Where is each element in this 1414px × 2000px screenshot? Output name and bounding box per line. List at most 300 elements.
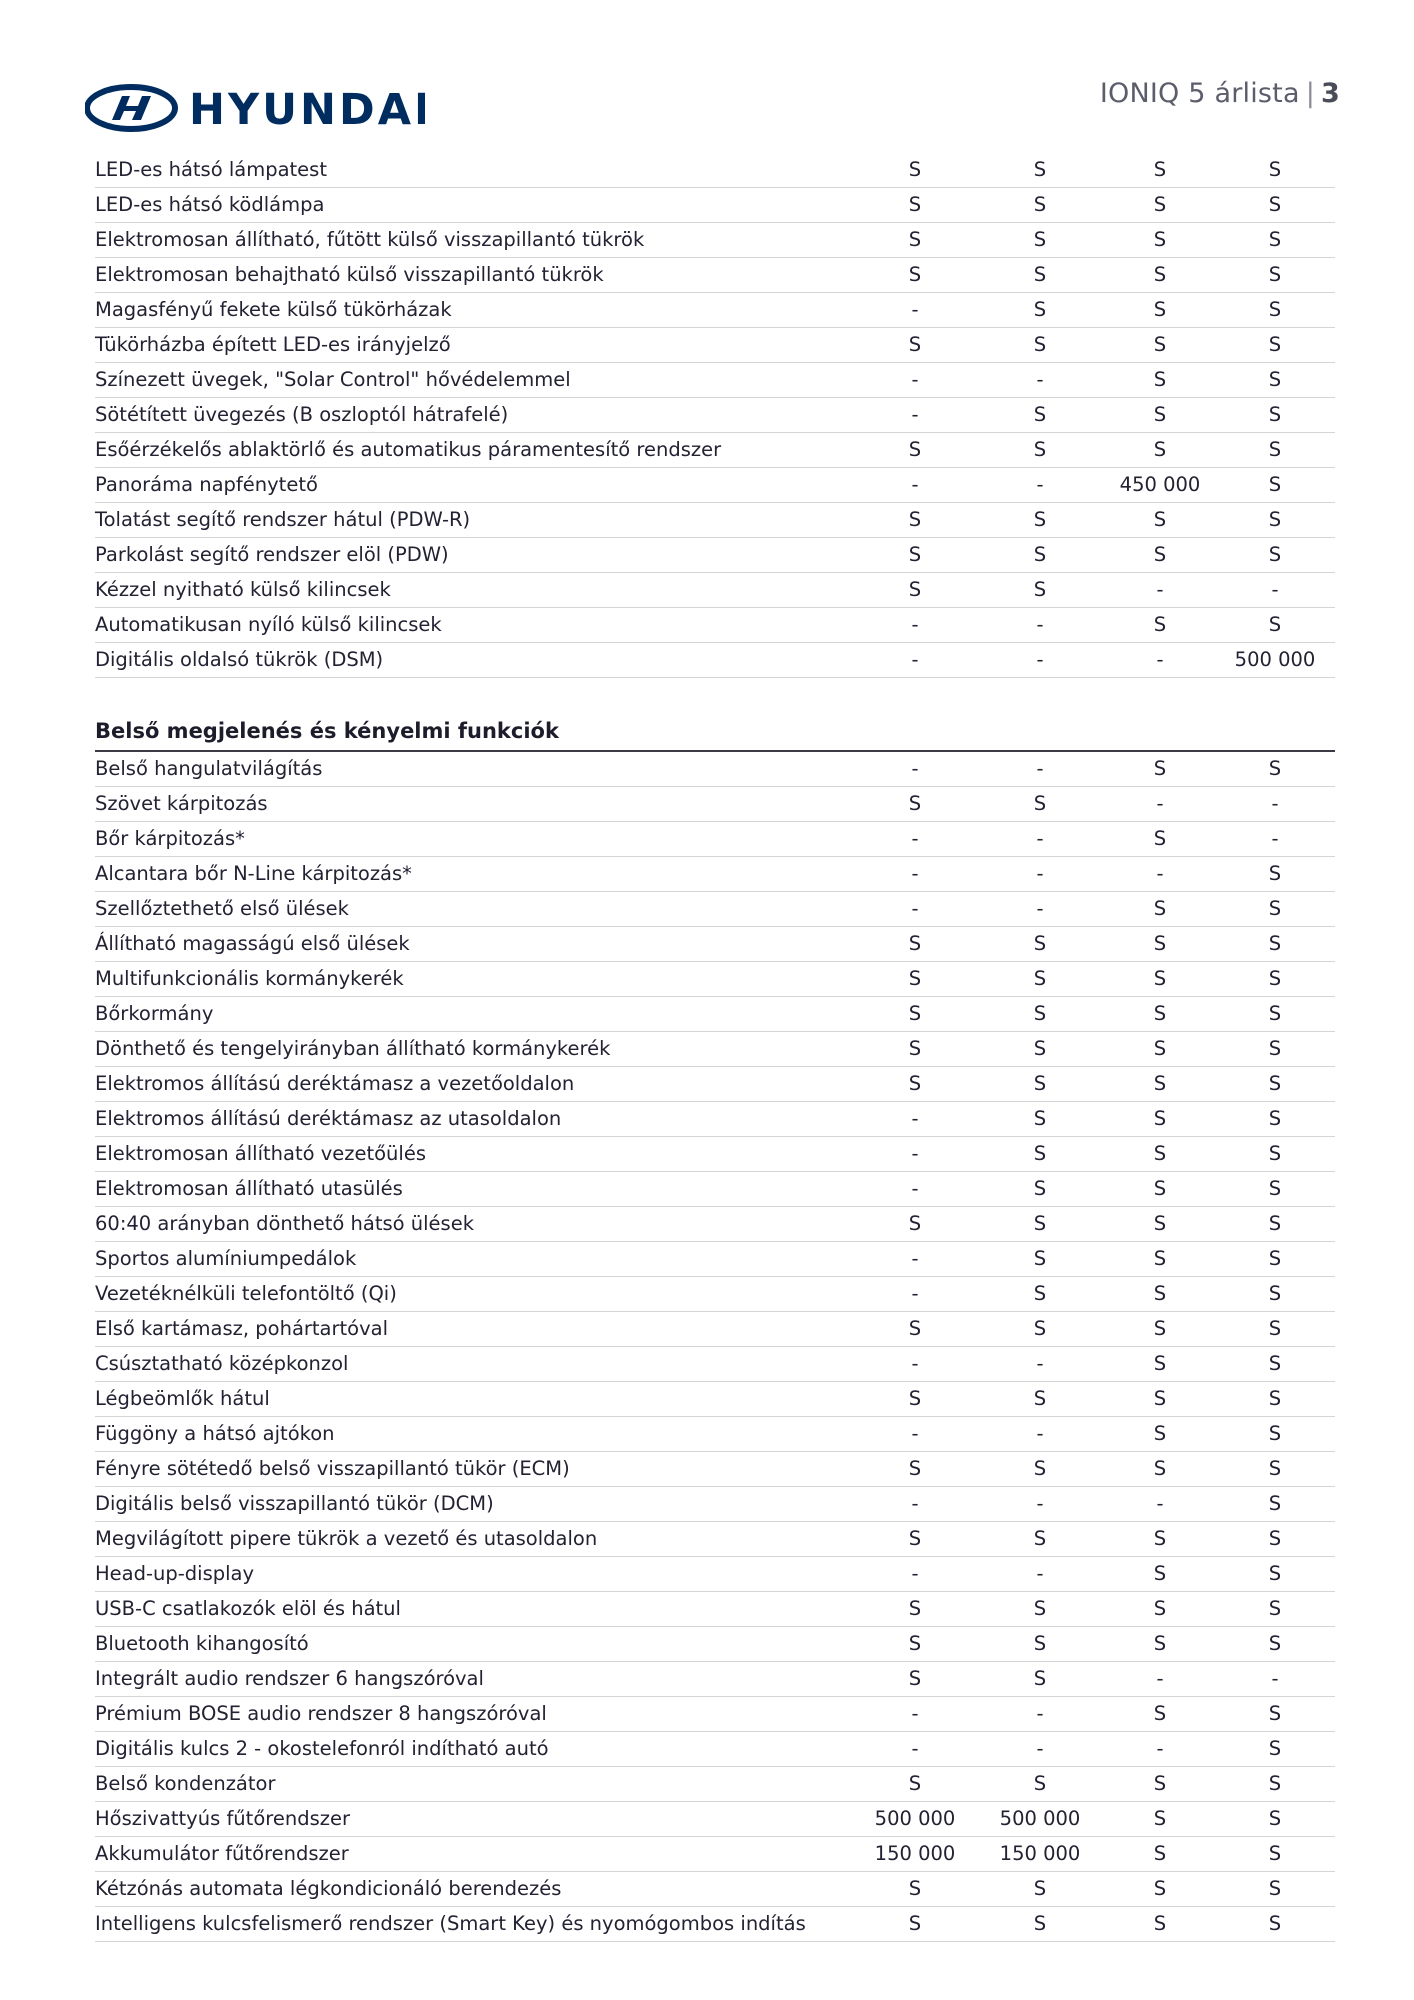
trim-value-4: S — [1268, 1247, 1282, 1270]
trim-value-3: S — [1153, 1912, 1167, 1935]
trim-value-2: S — [1033, 932, 1047, 955]
feature-label: Digitális belső visszapillantó tükör (DCM) — [95, 1492, 494, 1515]
feature-label: Tükörházba épített LED-es irányjelző — [95, 333, 451, 356]
table-row — [95, 1592, 1335, 1627]
feature-label: Szövet kárpitozás — [95, 792, 268, 815]
trim-value-2: S — [1033, 1107, 1047, 1130]
trim-value-4: S — [1268, 1702, 1282, 1725]
trim-value-4: S — [1268, 757, 1282, 780]
trim-value-1: - — [911, 1142, 919, 1165]
trim-value-3: S — [1153, 193, 1167, 216]
feature-label: Elektromosan állítható utasülés — [95, 1177, 403, 1200]
trim-value-1: 500 000 — [874, 1807, 956, 1830]
trim-value-3: S — [1153, 1072, 1167, 1095]
trim-value-3: S — [1153, 1177, 1167, 1200]
table-row — [95, 1487, 1335, 1522]
feature-label: Bluetooth kihangosító — [95, 1632, 309, 1655]
table-row — [95, 363, 1335, 398]
hyundai-logo — [85, 84, 425, 136]
feature-label: LED-es hátsó lámpatest — [95, 158, 327, 181]
trim-value-1: - — [911, 827, 919, 850]
trim-value-4: S — [1268, 1527, 1282, 1550]
trim-value-3: S — [1153, 757, 1167, 780]
trim-value-3: S — [1153, 932, 1167, 955]
trim-value-1: - — [911, 1177, 919, 1200]
trim-value-4: S — [1268, 1737, 1282, 1760]
table-row — [95, 608, 1335, 643]
trim-value-2: S — [1033, 1912, 1047, 1935]
trim-value-3: S — [1153, 1632, 1167, 1655]
feature-label: Kézzel nyitható külső kilincsek — [95, 578, 391, 601]
trim-value-1: S — [908, 543, 922, 566]
feature-label: Elektromosan állítható vezetőülés — [95, 1142, 426, 1165]
table-row — [95, 1242, 1335, 1277]
trim-value-2: S — [1033, 1212, 1047, 1235]
trim-value-4: - — [1271, 578, 1279, 601]
trim-value-3: S — [1153, 1842, 1167, 1865]
table-row — [95, 752, 1335, 787]
table-row — [95, 188, 1335, 223]
trim-value-1: - — [911, 1492, 919, 1515]
trim-value-4: S — [1268, 897, 1282, 920]
trim-value-1: S — [908, 263, 922, 286]
trim-value-3: S — [1153, 228, 1167, 251]
table-row — [95, 927, 1335, 962]
table-row — [95, 1662, 1335, 1697]
trim-value-1: S — [908, 228, 922, 251]
trim-value-1: S — [908, 1317, 922, 1340]
table-row — [95, 1837, 1335, 1872]
trim-value-1: - — [911, 613, 919, 636]
trim-value-3: S — [1153, 1527, 1167, 1550]
trim-value-1: - — [911, 368, 919, 391]
trim-value-4: S — [1268, 862, 1282, 885]
table-row — [95, 1382, 1335, 1417]
table-row — [95, 223, 1335, 258]
trim-value-3: S — [1153, 897, 1167, 920]
trim-value-3: S — [1153, 158, 1167, 181]
trim-value-2: S — [1033, 298, 1047, 321]
trim-value-3: S — [1153, 1457, 1167, 1480]
trim-value-1: S — [908, 578, 922, 601]
trim-value-4: S — [1268, 508, 1282, 531]
trim-value-4: S — [1268, 158, 1282, 181]
trim-value-2: - — [1036, 1352, 1044, 1375]
trim-value-1: - — [911, 403, 919, 426]
table-row — [95, 1802, 1335, 1837]
trim-value-2: - — [1036, 1492, 1044, 1515]
table-row — [95, 1032, 1335, 1067]
trim-value-3: S — [1153, 508, 1167, 531]
trim-value-4: S — [1268, 613, 1282, 636]
table-row — [95, 1067, 1335, 1102]
trim-value-4: S — [1268, 1457, 1282, 1480]
trim-value-1: S — [908, 508, 922, 531]
table-row — [95, 538, 1335, 573]
trim-value-2: S — [1033, 193, 1047, 216]
trim-value-1: S — [908, 193, 922, 216]
feature-label: Állítható magasságú első ülések — [95, 932, 410, 955]
trim-value-3: S — [1153, 403, 1167, 426]
feature-label: Elektromosan állítható, fűtött külső visszapillantó tükrök — [95, 228, 645, 251]
trim-value-4: S — [1268, 1212, 1282, 1235]
table-row — [95, 787, 1335, 822]
trim-value-4: S — [1268, 1177, 1282, 1200]
trim-value-1: - — [911, 897, 919, 920]
feature-label: Head-up-display — [95, 1562, 255, 1585]
trim-value-2: S — [1033, 1527, 1047, 1550]
trim-value-4: S — [1268, 967, 1282, 990]
trim-value-1: S — [908, 1457, 922, 1480]
trim-value-2: S — [1033, 1142, 1047, 1165]
trim-value-4: S — [1268, 1142, 1282, 1165]
trim-value-3: S — [1153, 1002, 1167, 1025]
trim-value-1: S — [908, 932, 922, 955]
trim-value-3: S — [1153, 1352, 1167, 1375]
table-row — [95, 1417, 1335, 1452]
trim-value-2: S — [1033, 228, 1047, 251]
trim-value-1: - — [911, 1107, 919, 1130]
trim-value-1: S — [908, 1002, 922, 1025]
trim-value-4: S — [1268, 1002, 1282, 1025]
trim-value-1: S — [908, 1632, 922, 1655]
table-row — [95, 468, 1335, 503]
table-row — [95, 1277, 1335, 1312]
trim-value-1: - — [911, 757, 919, 780]
feature-label: Bőrkormány — [95, 1002, 214, 1025]
table-row — [95, 1137, 1335, 1172]
trim-value-3: S — [1153, 613, 1167, 636]
trim-value-4: S — [1268, 932, 1282, 955]
trim-value-2: - — [1036, 862, 1044, 885]
table-row — [95, 328, 1335, 363]
trim-value-3: S — [1153, 1772, 1167, 1795]
trim-value-1: S — [908, 1527, 922, 1550]
table-row — [95, 1522, 1335, 1557]
trim-value-4: - — [1271, 792, 1279, 815]
trim-value-2: S — [1033, 1177, 1047, 1200]
trim-value-2: S — [1033, 263, 1047, 286]
trim-value-2: S — [1033, 1247, 1047, 1270]
trim-value-1: S — [908, 1877, 922, 1900]
table-row — [95, 1452, 1335, 1487]
trim-value-3: S — [1153, 1247, 1167, 1270]
trim-value-2: - — [1036, 1422, 1044, 1445]
trim-value-3: - — [1156, 1667, 1164, 1690]
feature-label: Szellőztethető első ülések — [95, 897, 349, 920]
table-row — [95, 293, 1335, 328]
feature-label: Parkolást segítő rendszer elöl (PDW) — [95, 543, 449, 566]
trim-value-3: S — [1153, 1282, 1167, 1305]
table-row — [95, 398, 1335, 433]
trim-value-2: S — [1033, 158, 1047, 181]
trim-value-4: S — [1268, 368, 1282, 391]
feature-label: Magasfényű fekete külső tükörházak — [95, 298, 452, 321]
trim-value-4: S — [1268, 1877, 1282, 1900]
trim-value-2: - — [1036, 1562, 1044, 1585]
trim-value-2: S — [1033, 438, 1047, 461]
trim-value-4: S — [1268, 1387, 1282, 1410]
trim-value-3: S — [1153, 1037, 1167, 1060]
trim-value-4: S — [1268, 1317, 1282, 1340]
trim-value-1: S — [908, 158, 922, 181]
trim-value-2: S — [1033, 1877, 1047, 1900]
trim-value-3: - — [1156, 648, 1164, 671]
trim-value-3: S — [1153, 1212, 1167, 1235]
trim-value-4: S — [1268, 1912, 1282, 1935]
feature-label: Elektromos állítású deréktámasz az utasoldalon — [95, 1107, 562, 1130]
trim-value-3: 450 000 — [1119, 473, 1201, 496]
trim-value-3: S — [1153, 1807, 1167, 1830]
trim-value-2: S — [1033, 1387, 1047, 1410]
feature-label: Sportos alumíniumpedálok — [95, 1247, 357, 1270]
trim-value-4: 500 000 — [1234, 648, 1316, 671]
trim-value-3: S — [1153, 1702, 1167, 1725]
brand-wordmark: HYUNDAI — [189, 85, 425, 135]
table-row — [95, 822, 1335, 857]
feature-label: Tolatást segítő rendszer hátul (PDW-R) — [95, 508, 471, 531]
trim-value-3: S — [1153, 967, 1167, 990]
trim-value-4: S — [1268, 403, 1282, 426]
feature-label: Csúsztatható középkonzol — [95, 1352, 349, 1375]
feature-label: Kétzónás automata légkondicionáló berendezés — [95, 1877, 562, 1900]
page-label — [1100, 78, 1340, 109]
feature-label: Vezetéknélküli telefontöltő (Qi) — [95, 1282, 397, 1305]
feature-label: Alcantara bőr N-Line kárpitozás* — [95, 862, 412, 885]
table-row — [95, 258, 1335, 293]
trim-value-4: S — [1268, 543, 1282, 566]
table-row — [95, 1697, 1335, 1732]
feature-label: Hőszivattyús fűtőrendszer — [95, 1807, 350, 1830]
feature-label: Első kartámasz, pohártartóval — [95, 1317, 389, 1340]
table-row — [95, 643, 1335, 678]
trim-value-3: S — [1153, 827, 1167, 850]
trim-value-2: S — [1033, 1072, 1047, 1095]
table-row — [95, 1207, 1335, 1242]
page-separator: | — [1305, 78, 1315, 109]
trim-value-2: S — [1033, 1667, 1047, 1690]
trim-value-2: S — [1033, 403, 1047, 426]
feature-label: Integrált audio rendszer 6 hangszóróval — [95, 1667, 484, 1690]
trim-value-2: S — [1033, 1632, 1047, 1655]
trim-value-3: S — [1153, 1387, 1167, 1410]
trim-value-1: S — [908, 1912, 922, 1935]
feature-label: LED-es hátsó ködlámpa — [95, 193, 325, 216]
table-row — [95, 1102, 1335, 1137]
trim-value-2: S — [1033, 508, 1047, 531]
trim-value-1: - — [911, 1352, 919, 1375]
exterior-features-table — [95, 153, 1335, 678]
feature-label: Esőérzékelős ablaktörlő és automatikus páramentesítő rendszer — [95, 438, 722, 461]
trim-value-3: S — [1153, 1317, 1167, 1340]
interior-features-table — [95, 752, 1335, 1942]
trim-value-1: S — [908, 1772, 922, 1795]
feature-label: Színezett üvegek, "Solar Control" hővédelemmel — [95, 368, 571, 391]
feature-label: Sötétített üvegezés (B oszloptól hátrafelé) — [95, 403, 509, 426]
trim-value-4: S — [1268, 1842, 1282, 1865]
trim-value-2: S — [1033, 1002, 1047, 1025]
table-row — [95, 1172, 1335, 1207]
trim-value-2: S — [1033, 1772, 1047, 1795]
trim-value-2: - — [1036, 648, 1044, 671]
feature-label: Fényre sötétedő belső visszapillantó tükör (ECM) — [95, 1457, 570, 1480]
table-row — [95, 1907, 1335, 1942]
table-row — [95, 1872, 1335, 1907]
feature-label: Elektromos állítású deréktámasz a vezetőoldalon — [95, 1072, 575, 1095]
trim-value-2: S — [1033, 1282, 1047, 1305]
trim-value-2: S — [1033, 792, 1047, 815]
trim-value-3: S — [1153, 298, 1167, 321]
feature-label: Belső hangulatvilágítás — [95, 757, 323, 780]
trim-value-4: - — [1271, 1667, 1279, 1690]
trim-value-4: S — [1268, 1807, 1282, 1830]
trim-value-2: 150 000 — [999, 1842, 1081, 1865]
trim-value-4: S — [1268, 193, 1282, 216]
table-row — [95, 153, 1335, 188]
feature-label: Panoráma napfénytető — [95, 473, 318, 496]
trim-value-1: S — [908, 967, 922, 990]
trim-value-2: - — [1036, 1737, 1044, 1760]
trim-value-4: S — [1268, 298, 1282, 321]
trim-value-4: S — [1268, 1597, 1282, 1620]
trim-value-2: - — [1036, 473, 1044, 496]
feature-label: Prémium BOSE audio rendszer 8 hangszóróval — [95, 1702, 547, 1725]
trim-value-2: S — [1033, 1317, 1047, 1340]
trim-value-3: S — [1153, 333, 1167, 356]
trim-value-4: S — [1268, 1632, 1282, 1655]
feature-label: 60:40 arányban dönthető hátsó ülések — [95, 1212, 475, 1235]
trim-value-1: - — [911, 648, 919, 671]
trim-value-4: - — [1271, 827, 1279, 850]
trim-value-3: S — [1153, 543, 1167, 566]
feature-label: Függöny a hátsó ajtókon — [95, 1422, 335, 1445]
trim-value-2: 500 000 — [999, 1807, 1081, 1830]
trim-value-1: S — [908, 438, 922, 461]
trim-value-4: S — [1268, 1562, 1282, 1585]
trim-value-1: S — [908, 1212, 922, 1235]
table-row — [95, 433, 1335, 468]
feature-label: Digitális kulcs 2 - okostelefonról indítható autó — [95, 1737, 549, 1760]
trim-value-4: S — [1268, 1037, 1282, 1060]
trim-value-4: S — [1268, 438, 1282, 461]
trim-value-4: S — [1268, 1107, 1282, 1130]
feature-label: Megvilágított pipere tükrök a vezető és utasoldalon — [95, 1527, 598, 1550]
table-row — [95, 892, 1335, 927]
trim-value-3: S — [1153, 368, 1167, 391]
trim-value-3: S — [1153, 1422, 1167, 1445]
trim-value-4: S — [1268, 1772, 1282, 1795]
trim-value-1: S — [908, 333, 922, 356]
trim-value-1: - — [911, 1422, 919, 1445]
trim-value-4: S — [1268, 1072, 1282, 1095]
feature-label: Multifunkcionális kormánykerék — [95, 967, 404, 990]
trim-value-2: - — [1036, 368, 1044, 391]
trim-value-4: S — [1268, 333, 1282, 356]
trim-value-2: - — [1036, 613, 1044, 636]
trim-value-3: S — [1153, 263, 1167, 286]
feature-label: Akkumulátor fűtőrendszer — [95, 1842, 349, 1865]
table-row — [95, 1627, 1335, 1662]
feature-label: Intelligens kulcsfelismerő rendszer (Smart Key) és nyomógombos indítás — [95, 1912, 806, 1935]
table-row — [95, 1767, 1335, 1802]
table-row — [95, 857, 1335, 892]
trim-value-1: - — [911, 1702, 919, 1725]
trim-value-3: S — [1153, 1142, 1167, 1165]
trim-value-1: - — [911, 1282, 919, 1305]
feature-label: Belső kondenzátor — [95, 1772, 276, 1795]
trim-value-1: - — [911, 1247, 919, 1270]
trim-value-3: - — [1156, 792, 1164, 815]
trim-value-2: S — [1033, 1457, 1047, 1480]
page-header — [0, 0, 1414, 150]
trim-value-3: - — [1156, 1492, 1164, 1515]
trim-value-3: S — [1153, 1107, 1167, 1130]
table-row — [95, 1347, 1335, 1382]
trim-value-2: S — [1033, 333, 1047, 356]
trim-value-2: S — [1033, 967, 1047, 990]
trim-value-4: S — [1268, 1282, 1282, 1305]
trim-value-2: - — [1036, 827, 1044, 850]
trim-value-1: S — [908, 1667, 922, 1690]
trim-value-1: - — [911, 862, 919, 885]
trim-value-4: S — [1268, 1352, 1282, 1375]
trim-value-4: S — [1268, 473, 1282, 496]
trim-value-3: S — [1153, 438, 1167, 461]
trim-value-2: S — [1033, 578, 1047, 601]
trim-value-2: S — [1033, 1037, 1047, 1060]
table-row — [95, 997, 1335, 1032]
feature-label: Bőr kárpitozás* — [95, 827, 245, 850]
trim-value-3: S — [1153, 1562, 1167, 1585]
feature-label: Automatikusan nyíló külső kilincsek — [95, 613, 442, 636]
table-row — [95, 962, 1335, 997]
trim-value-4: S — [1268, 228, 1282, 251]
trim-value-1: 150 000 — [874, 1842, 956, 1865]
trim-value-4: S — [1268, 1492, 1282, 1515]
table-row — [95, 1312, 1335, 1347]
feature-label: Légbeömlők hátul — [95, 1387, 270, 1410]
trim-value-1: S — [908, 1387, 922, 1410]
feature-label: Elektromosan behajtható külső visszapillantó tükrök — [95, 263, 604, 286]
trim-value-4: S — [1268, 1422, 1282, 1445]
trim-value-3: S — [1153, 1597, 1167, 1620]
trim-value-3: - — [1156, 578, 1164, 601]
trim-value-4: S — [1268, 263, 1282, 286]
trim-value-2: S — [1033, 543, 1047, 566]
trim-value-1: - — [911, 1562, 919, 1585]
table-row — [95, 573, 1335, 608]
table-row — [95, 1557, 1335, 1592]
trim-value-2: - — [1036, 757, 1044, 780]
trim-value-1: S — [908, 1072, 922, 1095]
trim-value-3: - — [1156, 1737, 1164, 1760]
hyundai-emblem-icon — [85, 84, 425, 136]
trim-value-1: S — [908, 792, 922, 815]
trim-value-3: S — [1153, 1877, 1167, 1900]
trim-value-3: - — [1156, 862, 1164, 885]
section-title: Belső megjelenés és kényelmi funkciók — [95, 716, 1335, 752]
doc-title: IONIQ 5 árlista — [1099, 78, 1300, 109]
table-row — [95, 503, 1335, 538]
trim-value-1: - — [911, 1737, 919, 1760]
trim-value-1: - — [911, 298, 919, 321]
feature-label: USB-C csatlakozók elöl és hátul — [95, 1597, 401, 1620]
table-row — [95, 1732, 1335, 1767]
feature-label: Dönthető és tengelyirányban állítható kormánykerék — [95, 1037, 611, 1060]
feature-label: Digitális oldalsó tükrök (DSM) — [95, 648, 384, 671]
trim-value-1: S — [908, 1037, 922, 1060]
trim-value-1: S — [908, 1597, 922, 1620]
